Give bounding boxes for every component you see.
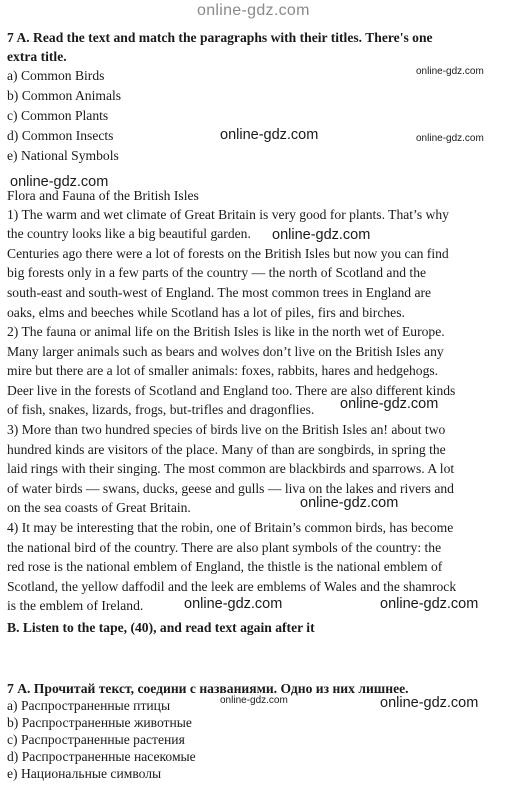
text-line: oaks, elms and beeches while Scotland has a lot of piles, firs and birches. (7, 305, 405, 320)
text-line: Deer live in the forests of Scotland and England too. There are also different kinds (7, 383, 456, 398)
option-ru-b: b) Распространенные животные (7, 715, 192, 730)
watermark: online-gdz.com (220, 127, 319, 143)
text-line: of water birds — swans, ducks, geese and gulls — liva on the lakes and rivers and (7, 481, 454, 496)
text-line: 4) It may be interesting that the robin, one of Britain’s common birds, has become (7, 520, 454, 535)
watermark-top[interactable]: online-gdz.com (197, 2, 310, 19)
option-ru-c: c) Распространенные растения (7, 732, 185, 747)
task-heading: 7 A. Read the text and match the paragraphs with their titles. There's one (7, 30, 433, 45)
text-line: is the emblem of Ireland. (7, 598, 144, 613)
watermark: online-gdz.com (416, 133, 484, 144)
text-line: Scotland, the yellow daffodil and the leek are emblems of Wales and the shamrock (7, 579, 457, 594)
text-line: 2) The fauna or animal life on the British Isles is like in the north wet of Europe. (7, 324, 445, 339)
option-e: e) National Symbols (7, 148, 119, 163)
text-line: big forests only in a few parts of the country — the north of Scotland and the (7, 265, 427, 280)
watermark: online-gdz.com (184, 596, 283, 612)
text-line: laid rings with their singing. The most common are blackbirds and sparrows. A lot (7, 461, 455, 476)
option-b: b) Common Animals (7, 88, 122, 103)
text-line: the national bird of the country. There are also plant symbols of the country: the (7, 540, 442, 555)
text-line: Centuries ago there were a lot of forests on the British Isles but now you can find (7, 246, 449, 261)
watermark: online-gdz.com (10, 174, 109, 190)
text-line: mire but there are a lot of smaller animals: foxes, rabbits, hares and hedgehogs. (7, 363, 439, 378)
watermark: online-gdz.com (380, 695, 479, 711)
watermark: online-gdz.com (300, 495, 399, 511)
option-ru-a: a) Распространенные птицы (7, 698, 171, 713)
task-b-heading: B. Listen to the tape, (40), and read text again after it (7, 620, 315, 635)
watermark: online-gdz.com (220, 695, 288, 706)
option-ru-d: d) Распространенные насекомые (7, 749, 196, 764)
task-ru-heading: 7 А. Прочитай текст, соедини с названиями. Одно из них лишнее. (7, 681, 409, 696)
text-line: hundred kinds are visitors of the place. Many of than are songbirds, in spring the (7, 442, 446, 457)
task-heading-cont: extra title. (7, 49, 67, 64)
watermark: online-gdz.com (340, 396, 439, 412)
text-line: 3) More than two hundred species of birds live on the British Isles an! about two (7, 422, 446, 437)
watermark: online-gdz.com (416, 66, 484, 77)
text-line: the country looks like a big beautiful garden. (7, 226, 251, 241)
text-line: 1) The warm and wet climate of Great Britain is very good for plants. That’s why (7, 207, 449, 222)
text-title: Flora and Fauna of the British Isles (7, 188, 199, 203)
watermark: online-gdz.com (380, 596, 479, 612)
option-a: a) Common Birds (7, 68, 105, 83)
option-d: d) Common Insects (7, 128, 114, 143)
text-line: red rose is the national emblem of England, the thistle is the national emblem of (7, 559, 443, 574)
watermark: online-gdz.com (272, 227, 371, 243)
text-line: on the sea coasts of Great Britain. (7, 500, 191, 515)
option-ru-e: e) Национальные символы (7, 766, 162, 781)
text-line: of fish, snakes, lizards, frogs, but-trifles and dragonflies. (7, 402, 315, 417)
text-line: south-east and south-west of England. The most common trees in England are (7, 285, 432, 300)
option-c: c) Common Plants (7, 108, 109, 123)
text-line: Many larger animals such as bears and wolves don’t live on the British Isles any (7, 344, 444, 359)
